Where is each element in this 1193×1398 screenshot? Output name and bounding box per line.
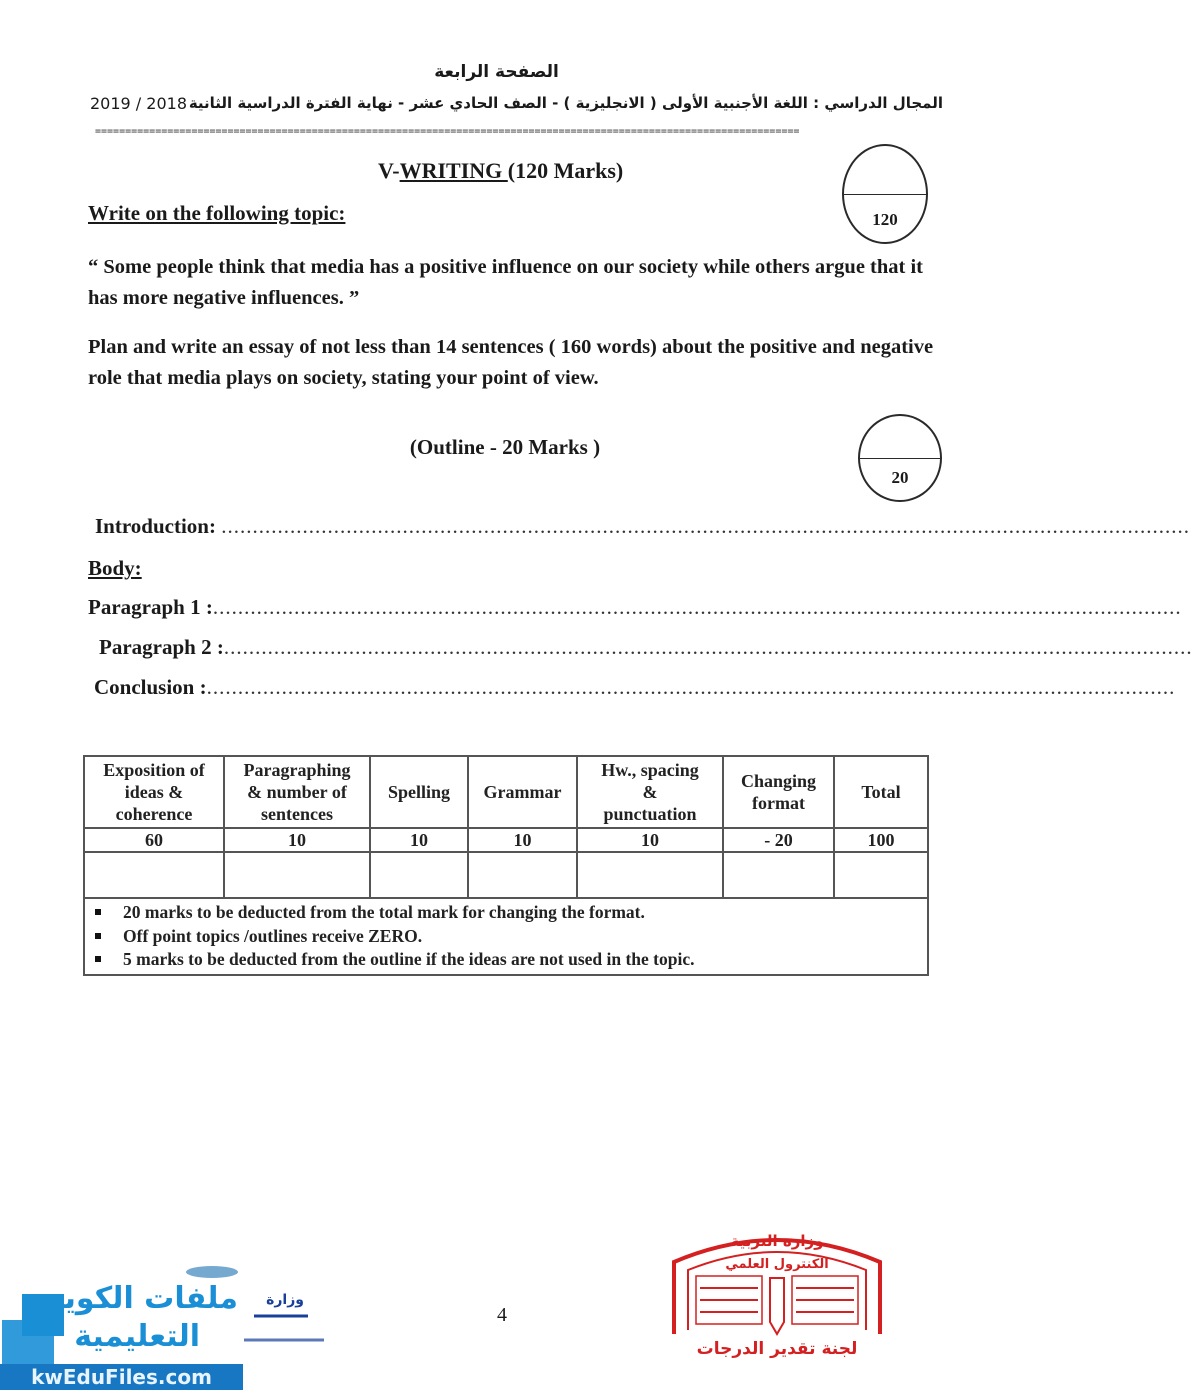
note-item: 20 marks to be deducted from the total mark for changing the format. (123, 901, 927, 925)
value-cell: 10 (224, 828, 370, 852)
table-notes-row (84, 898, 928, 975)
ministry-mark (244, 1280, 324, 1350)
circle-divider (860, 458, 940, 459)
score-entry-cell[interactable] (577, 852, 723, 898)
stamp-bottom-text: لجنة تقدير الدرجات (696, 1339, 858, 1359)
answer-dots: ........................................................................................................................................................... (223, 635, 1193, 659)
page-label: الصفحة الرابعة (434, 62, 559, 82)
header-handwriting: Hw., spacing & punctuation (577, 756, 723, 828)
stamp-top-text: وزارة التربية (730, 1232, 824, 1250)
value-cell: 10 (468, 828, 577, 852)
value-cell: - 20 (723, 828, 834, 852)
outline-introduction-line[interactable] (95, 514, 1190, 544)
grading-committee-stamp (666, 1222, 888, 1362)
outline-paragraph2-line[interactable] (99, 635, 1193, 665)
topic-quote: “ Some people think that media has a positive influence on our society while others argue that it has more negative influences. ” (88, 256, 923, 309)
subject-line: المجال الدراسي : اللغة الأجنبية الأولى ( الانجليزية ) - الصف الحادي عشر - نهاية الفترة الدراسية الثانية (188, 94, 943, 112)
value-cell: 10 (370, 828, 468, 852)
score-entry-cell[interactable] (370, 852, 468, 898)
value-cell: 10 (577, 828, 723, 852)
writing-marks-value: 120 (872, 210, 898, 229)
notes-list (123, 901, 927, 972)
header-spelling: Spelling (370, 756, 468, 828)
score-entry-cell[interactable] (723, 852, 834, 898)
table-values-row (84, 828, 928, 852)
logo-url: kwEduFiles.com (0, 1364, 243, 1390)
header-grammar: Grammar (468, 756, 577, 828)
score-entry-cell[interactable] (834, 852, 928, 898)
section-title-prefix: V- (378, 158, 400, 183)
header-separator: ===================================================================================================================== (95, 126, 800, 137)
page-number: 4 (497, 1304, 507, 1326)
table-header-row (84, 756, 928, 828)
paragraph1-label: Paragraph 1 : (88, 595, 213, 619)
academic-year: 2019 / 2018 (90, 94, 187, 113)
logo-line2: التعليمية (74, 1319, 200, 1354)
header-exposition: Exposition of ideas & coherence (84, 756, 224, 828)
outline-marks-value: 20 (891, 468, 909, 487)
answer-dots: ........................................................................................................................................................... (212, 595, 1182, 619)
score-entry-cell[interactable] (224, 852, 370, 898)
note-item: Off point topics /outlines receive ZERO. (123, 925, 927, 949)
topic-heading: Write on the following topic: (88, 201, 346, 225)
paragraph2-label: Paragraph 2 : (99, 635, 224, 659)
section-title-main: WRITING (399, 158, 508, 183)
logo-line1: ملفات الكويت (32, 1281, 238, 1316)
score-entry-cell[interactable] (84, 852, 224, 898)
header-changing-format: Changing format (723, 756, 834, 828)
score-entry-cell[interactable] (468, 852, 577, 898)
task-instructions: Plan and write an essay of not less than 14 sentences ( 160 words) about the positive and negative role that media plays on society, stating your point of view. (88, 336, 934, 389)
header-total: Total (834, 756, 928, 828)
marking-scheme-table (83, 755, 929, 976)
ministry-word: وزارة (266, 1292, 304, 1308)
stamp-center-title: الكنترول العلمي (725, 1257, 829, 1272)
value-cell: 60 (84, 828, 224, 852)
writing-marks-circle (842, 144, 928, 244)
conclusion-label: Conclusion : (94, 675, 207, 699)
outline-conclusion-line[interactable] (94, 675, 1176, 705)
subject-header (90, 94, 943, 120)
circle-divider (844, 194, 926, 195)
section-title (378, 158, 623, 184)
body-label: Body: (88, 556, 142, 580)
answer-dots: ........................................................................................................................................................... (206, 675, 1176, 699)
table-score-entry-row (84, 852, 928, 898)
outline-heading: (Outline - 20 Marks ) (409, 435, 601, 459)
introduction-label: Introduction: (95, 514, 222, 538)
note-item: 5 marks to be deducted from the outline if the ideas are not used in the topic. (123, 948, 927, 972)
answer-dots: ........................................................................................................................................................... (221, 514, 1190, 538)
outline-marks-circle (858, 414, 942, 502)
header-paragraphing: Paragraphing & number of sentences (224, 756, 370, 828)
value-cell: 100 (834, 828, 928, 852)
notes-cell (84, 898, 928, 975)
section-title-suffix: (120 Marks) (507, 158, 624, 183)
outline-paragraph1-line[interactable] (88, 595, 1182, 625)
